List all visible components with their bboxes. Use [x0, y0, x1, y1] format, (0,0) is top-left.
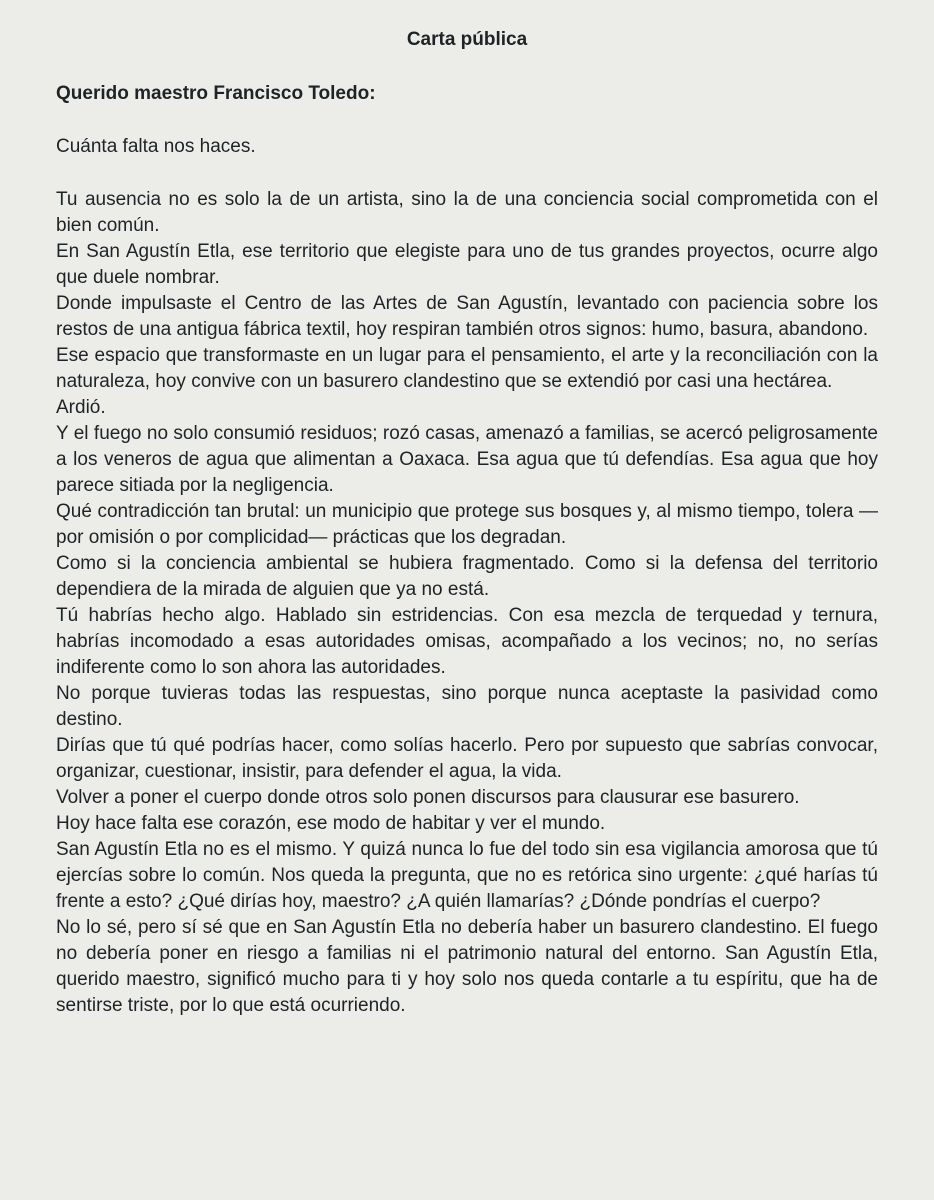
paragraph: Y el fuego no solo consumió residuos; rozó casas, amenazó a familias, se acercó peligrosamente a los veneros de agua que alimentan a Oaxaca. Esa agua que tú defendías. Esa agua que hoy parece sitiada por la negligencia.: [56, 423, 878, 496]
letter-opening: Cuánta falta nos haces.: [56, 136, 256, 157]
paragraph: Ardió.: [56, 397, 106, 418]
letter-salutation: Querido maestro Francisco Toledo:: [56, 83, 376, 104]
paragraph: Volver a poner el cuerpo donde otros solo ponen discursos para clausurar ese basurero.: [56, 787, 800, 808]
paragraph: Donde impulsaste el Centro de las Artes de San Agustín, levantado con paciencia sobre los restos de una antigua fábrica textil, hoy respiran también otros signos: humo, basura, abandono.: [56, 293, 878, 340]
paragraph: Como si la conciencia ambiental se hubiera fragmentado. Como si la defensa del territorio dependiera de la mirada de alguien que ya no está.: [56, 553, 878, 600]
paragraph: Tú habrías hecho algo. Hablado sin estridencias. Con esa mezcla de terquedad y ternura, habrías incomodado a esas autoridades omisas, acompañado a los vecinos; no, no serías indiferente como lo son ahora las autoridades.: [56, 605, 878, 678]
paragraph: Tu ausencia no es solo la de un artista, sino la de una conciencia social comprometida con el bien común.: [56, 189, 878, 236]
paragraph: No porque tuvieras todas las respuestas, sino porque nunca aceptaste la pasividad como destino.: [56, 683, 878, 730]
paragraph: Qué contradicción tan brutal: un municipio que protege sus bosques y, al mismo tiempo, tolera —por omisión o por complicidad— prácticas que los degradan.: [56, 501, 878, 548]
paragraph: Dirías que tú qué podrías hacer, como solías hacerlo. Pero por supuesto que sabrías convocar, organizar, cuestionar, insistir, para defender el agua, la vida.: [56, 735, 878, 782]
letter-body: [56, 187, 878, 1019]
letter-title: Carta pública: [406, 29, 528, 50]
paragraph: San Agustín Etla no es el mismo. Y quizá nunca lo fue del todo sin esa vigilancia amorosa que tú ejercías sobre lo común. Nos queda la pregunta, que no es retórica sino urgente: ¿qué harías tú frente a esto? ¿Qué dirías hoy, maestro? ¿A quién llamarías? ¿Dónde pondrías el cuerpo?: [56, 839, 878, 912]
paragraph: Ese espacio que transformaste en un lugar para el pensamiento, el arte y la reconciliación con la naturaleza, hoy convive con un basurero clandestino que se extendió por casi una hectárea.: [56, 345, 878, 392]
paragraph: No lo sé, pero sí sé que en San Agustín Etla no debería haber un basurero clandestino. El fuego no debería poner en riesgo a familias ni el patrimonio natural del entorno. San Agustín Etla, querido maestro, significó mucho para ti y hoy solo nos queda contarle a tu espíritu, que ha de sentirse triste, por lo que está ocurriendo.: [56, 917, 878, 1016]
paragraph: Hoy hace falta ese corazón, ese modo de habitar y ver el mundo.: [56, 813, 606, 834]
paragraph: En San Agustín Etla, ese territorio que elegiste para uno de tus grandes proyectos, ocurre algo que duele nombrar.: [56, 241, 878, 288]
